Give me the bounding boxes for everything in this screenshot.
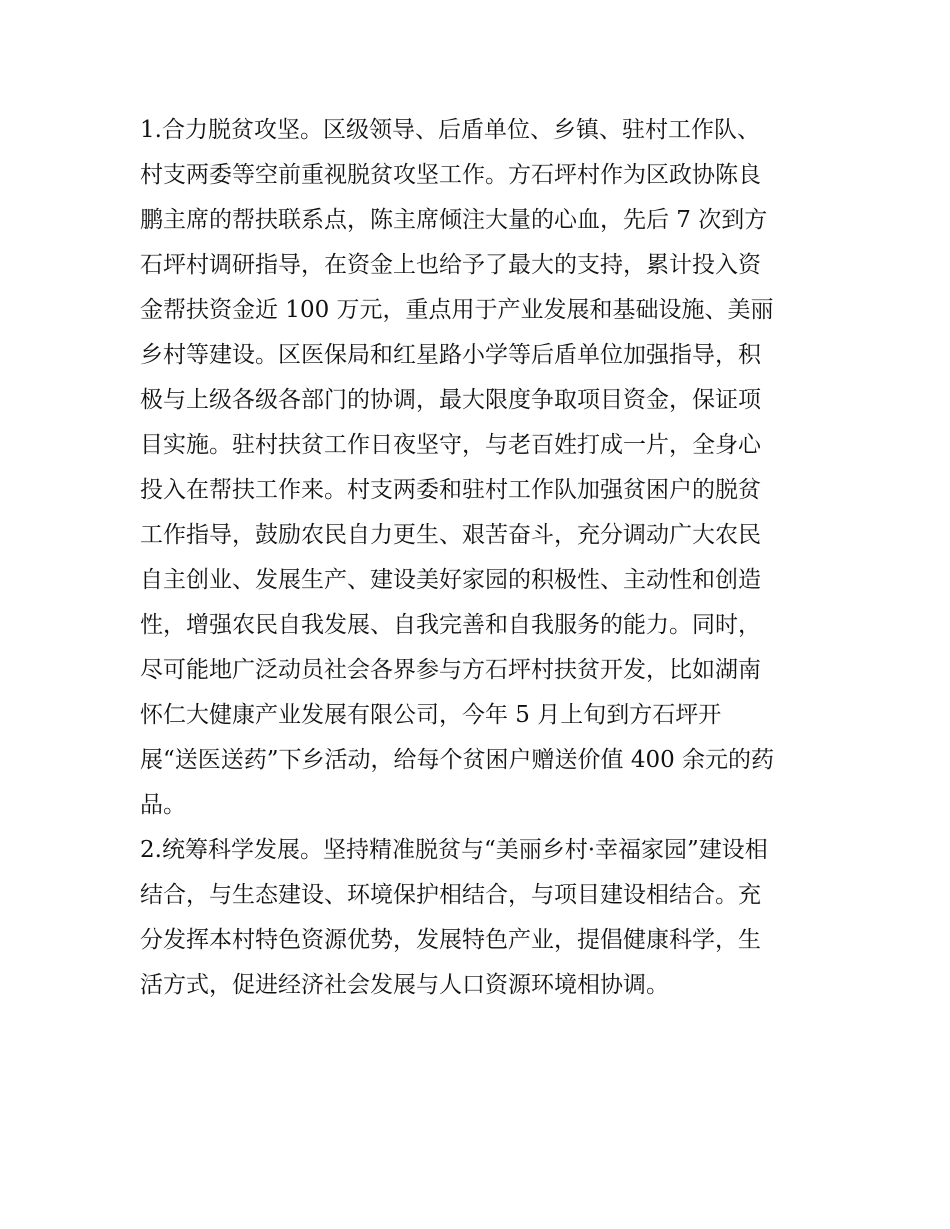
- text-line: 鹏主席的帮扶联系点，陈主席倾注大量的心血，先后 7 次到方: [140, 207, 768, 233]
- text-line: 极与上级各级各部门的协调，最大限度争取项目资金，保证项: [140, 387, 761, 413]
- text-line: 石坪村调研指导，在资金上也给予了最大的支持，累计投入资: [140, 252, 761, 278]
- paragraph-1: [140, 108, 812, 828]
- text-line: 结合，与生态建设、环境保护相结合，与项目建设相结合。充: [140, 882, 761, 908]
- text-line: 金帮扶资金近 100 万元，重点用于产业发展和基础设施、美丽: [140, 297, 774, 323]
- text-line: 2.统筹科学发展。坚持精准脱贫与“美丽乡村·幸福家园”建设相: [140, 837, 768, 863]
- text-line: 工作指导，鼓励农民自力更生、艰苦奋斗，充分调动广大农民: [140, 522, 761, 548]
- text-line: 展“送医送药”下乡活动，给每个贫困户赠送价值 400 余元的药: [140, 747, 775, 773]
- text-line: 村支两委等空前重视脱贫攻坚工作。方石坪村作为区政协陈良: [140, 162, 761, 188]
- text-line: 乡村等建设。区医保局和红星路小学等后盾单位加强指导，积: [140, 342, 761, 368]
- paragraph-2: [140, 828, 812, 1008]
- text-line: 活方式，促进经济社会发展与人口资源环境相协调。: [140, 972, 669, 998]
- text-line: 品。: [140, 792, 186, 818]
- text-line: 性，增强农民自我发展、自我完善和自我服务的能力。同时，: [140, 612, 761, 638]
- text-line: 投入在帮扶工作来。村支两委和驻村工作队加强贫困户的脱贫: [140, 477, 761, 503]
- text-line: 目实施。驻村扶贫工作日夜坚守，与老百姓打成一片，全身心: [140, 432, 761, 458]
- text-line: 怀仁大健康产业发展有限公司，今年 5 月上旬到方石坪开: [140, 702, 722, 728]
- text-line: 1.合力脱贫攻坚。区级领导、后盾单位、乡镇、驻村工作队、: [140, 117, 760, 143]
- text-line: 自主创业、发展生产、建设美好家园的积极性、主动性和创造: [140, 567, 761, 593]
- text-line: 分发挥本村特色资源优势，发展特色产业，提倡健康科学，生: [140, 927, 761, 953]
- document-body: [140, 108, 812, 1008]
- text-line: 尽可能地广泛动员社会各界参与方石坪村扶贫开发，比如湖南: [140, 657, 761, 683]
